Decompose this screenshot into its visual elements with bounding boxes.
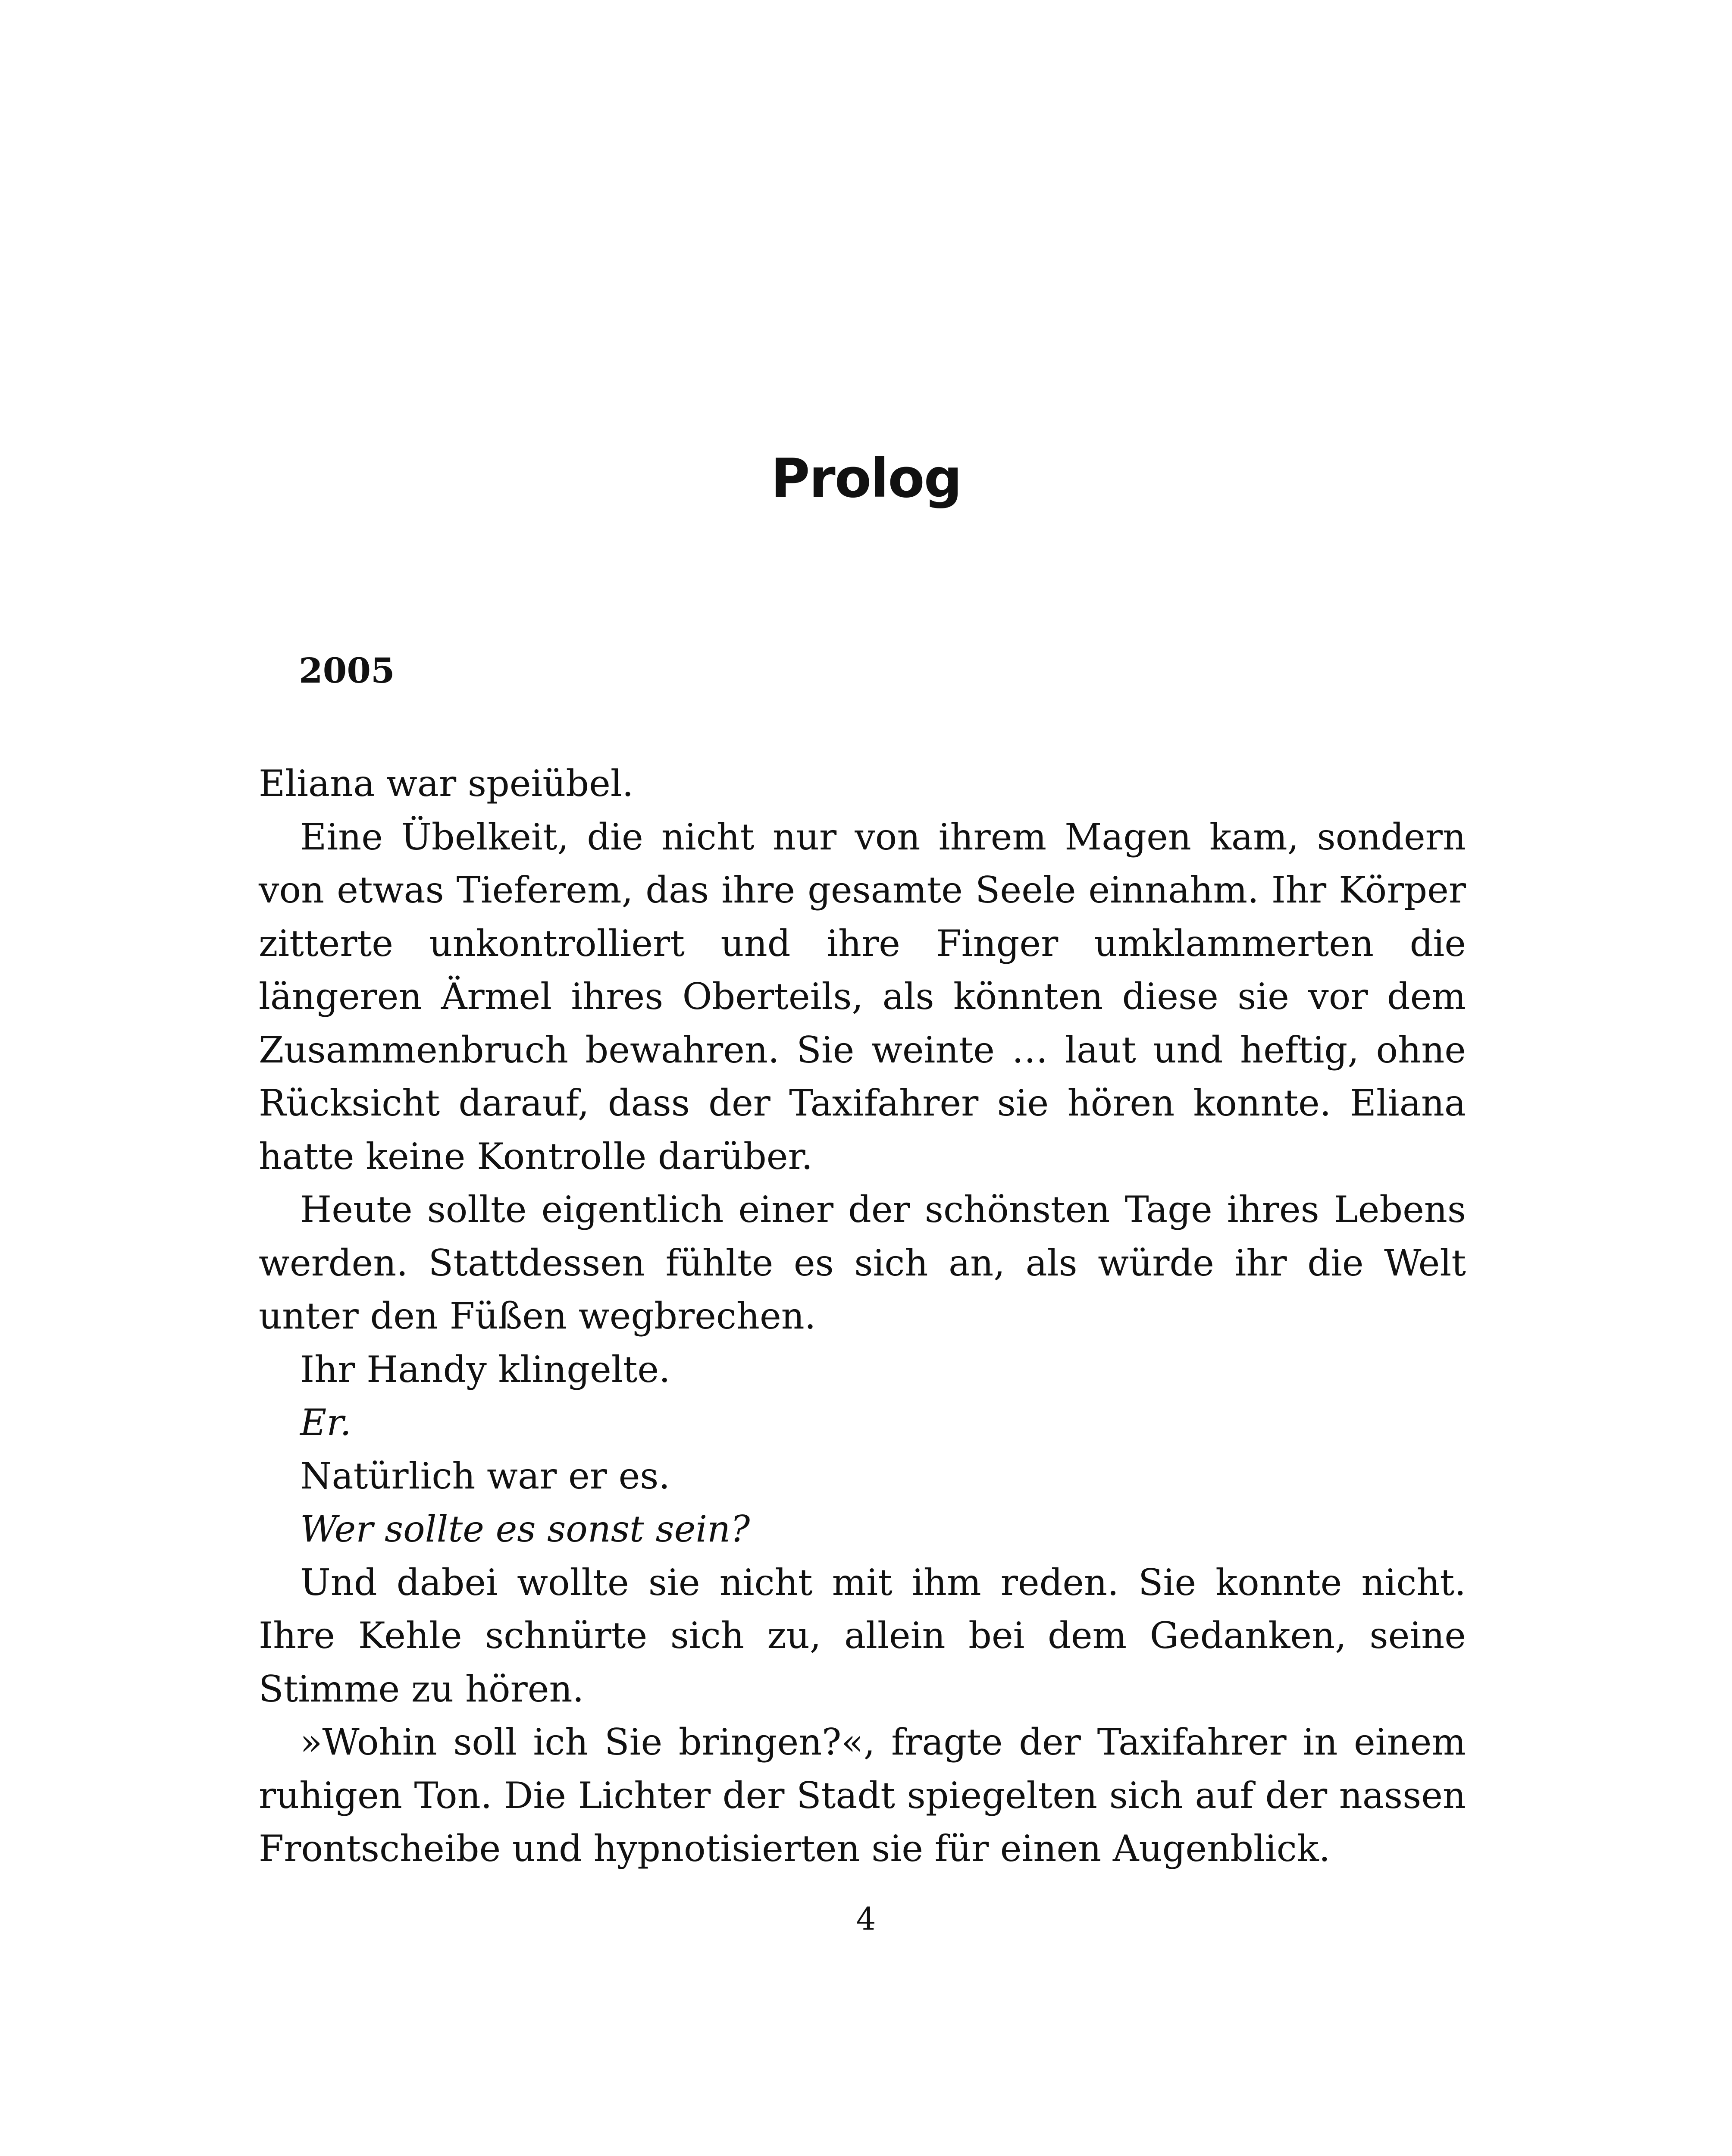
paragraph-italic: Wer sollte es sonst sein? bbox=[300, 1508, 750, 1550]
paragraph-italic: Er. bbox=[300, 1401, 351, 1444]
paragraph: Natürlich war er es. bbox=[300, 1454, 670, 1497]
chapter-year: 2005 bbox=[299, 650, 395, 691]
paragraph: Ihr Handy klingelte. bbox=[300, 1348, 670, 1391]
paragraph: Heute sollte eigentlich einer der schönsten Tage ihres Lebens werden. Stattdessen fühlte es sich an, als würde ihr die Welt unter den Füßen wegbrechen. bbox=[259, 1188, 1466, 1337]
page-number: 4 bbox=[856, 1901, 876, 1937]
paragraph-opening: Eliana war speiübel. bbox=[259, 762, 634, 805]
body-text bbox=[259, 757, 1466, 1876]
chapter-title: Prolog bbox=[770, 448, 962, 510]
paragraph: »Wohin soll ich Sie bringen?«, fragte der Taxifahrer in einem ruhigen Ton. Die Lichter der Stadt spiegelten sich auf der nassen Frontscheibe und hypnotisierten sie für einen Augenblick. bbox=[259, 1721, 1466, 1870]
paragraph: Und dabei wollte sie nicht mit ihm reden. Sie konnte nicht. Ihre Kehle schnürte sich zu, allein bei dem Gedanken, seine Stimme zu hören. bbox=[259, 1561, 1466, 1710]
paragraph: Eine Übelkeit, die nicht nur von ihrem Magen kam, sondern von etwas Tieferem, das ihre gesamte Seele einnahm. Ihr Körper zitterte unkontrolliert und ihre Finger umklammerten die längeren Ärmel ihres Oberteils, als könnten diese sie vor dem Zusammenbruch bewahren. Sie weinte … laut und heftig, ohne Rücksicht darauf, dass der Taxifahrer sie hören konnte. Eliana hatte keine Kontrolle darüber. bbox=[259, 815, 1466, 1178]
